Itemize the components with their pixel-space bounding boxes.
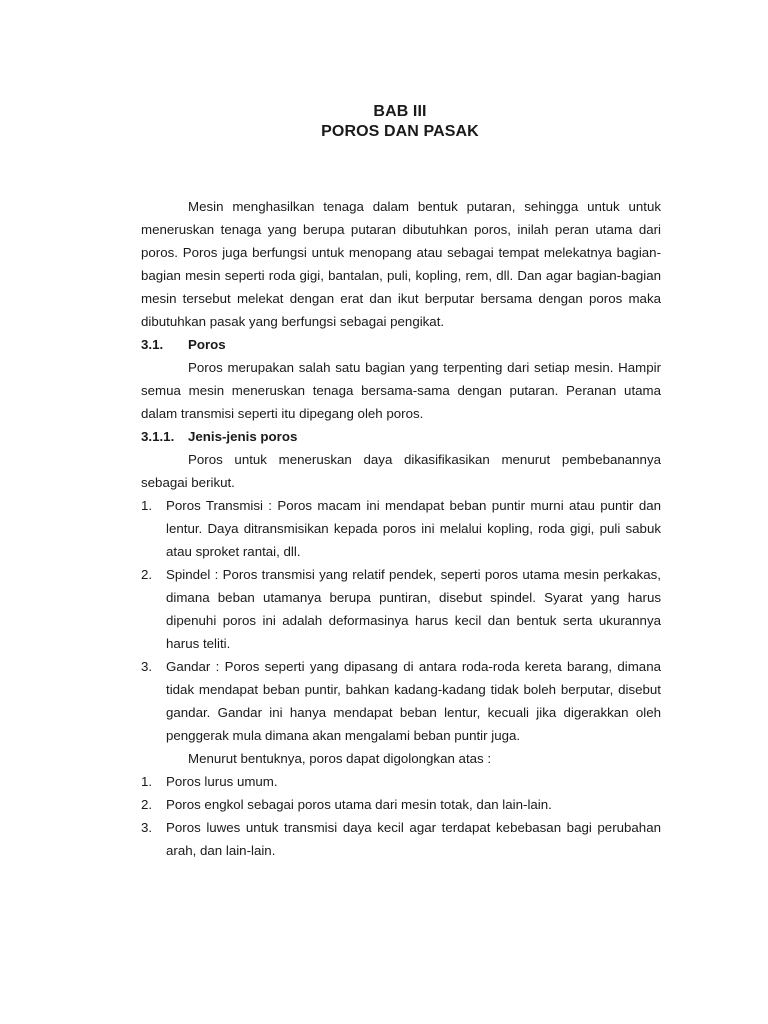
list-item-text: Poros Transmisi : Poros macam ini mendapat beban puntir murni atau puntir dan lentur. Daya ditransmisikan kepada poros ini melalui kopling, roda gigi, puli sabuk atau sproket rantai, dll. [166,498,661,559]
list-marker: 2. [141,797,153,812]
list-item [141,563,661,655]
shape-classification-list [141,770,661,862]
list-item [141,494,661,563]
intro-paragraph: Mesin menghasilkan tenaga dalam bentuk putaran, sehingga untuk untuk meneruskan tenaga yang berupa putaran dibutuhkan poros, inilah peran utama dari poros. Poros juga berfungsi untuk menopang atau sebagai tempat melekatnya bagian-bagian mesin seperti roda gigi, bantalan, puli, kopling, rem, dll. Dan agar bagian-bagian mesin tersebut melekat dengan erat dan ikut berputar bersama dengan poros maka dibutuhkan pasak yang berfungsi sebagai pengikat. [141,199,661,329]
chapter-title: POROS DAN PASAK [321,123,479,140]
chapter-number: BAB III [373,103,427,120]
section-number: 3.1. [141,337,164,352]
section-title: Jenis-jenis poros [188,429,298,444]
list-item-text: Gandar : Poros seperti yang dipasang di antara roda-roda kereta barang, dimana tidak mendapat beban puntir, bahkan kadang-kadang tidak boleh berputar, disebut gandar. Gandar ini hanya mendapat beban lentur, kecuali jika digerakkan oleh penggerak mula dimana akan mengalami beban puntir juga. [166,659,661,743]
list-item [141,816,661,862]
chapter-title-block [0,102,768,142]
list-item-text: Spindel : Poros transmisi yang relatif pendek, seperti poros utama mesin perkakas, dimana beban utamanya berupa puntiran, disebut spindel. Syarat yang harus dipenuhi poros ini adalah deformasinya harus kecil dan bentuk serta ukurannya harus teliti. [166,567,661,651]
list-item-text: Poros luwes untuk transmisi daya kecil agar terdapat kebebasan bagi perubahan arah, dan lain-lain. [166,820,661,858]
section-number: 3.1.1. [141,429,175,444]
list-marker: 3. [141,659,153,674]
list-item-text: Poros engkol sebagai poros utama dari mesin totak, dan lain-lain. [166,797,552,812]
shape-intro-paragraph: Menurut bentuknya, poros dapat digolongkan atas : [188,751,492,766]
section-3-1-paragraph: Poros merupakan salah satu bagian yang terpenting dari setiap mesin. Hampir semua mesin meneruskan tenaga bersama-sama dengan putaran. Peranan utama dalam transmisi seperti itu dipegang oleh poros. [141,360,661,421]
list-marker: 1. [141,498,153,513]
section-heading-3-1-1 [141,425,661,448]
list-marker: 2. [141,567,153,582]
section-3-1-1-paragraph: Poros untuk meneruskan daya dikasifikasikan menurut pembebanannya sebagai berikut. [141,452,661,490]
list-item [141,793,661,816]
list-item [141,770,661,793]
load-classification-list [141,494,661,747]
list-item [141,655,661,747]
list-marker: 3. [141,820,153,835]
section-title: Poros [188,337,226,352]
list-item-text: Poros lurus umum. [166,774,278,789]
list-marker: 1. [141,774,153,789]
section-heading-3-1 [141,333,661,356]
document-body [141,195,661,862]
